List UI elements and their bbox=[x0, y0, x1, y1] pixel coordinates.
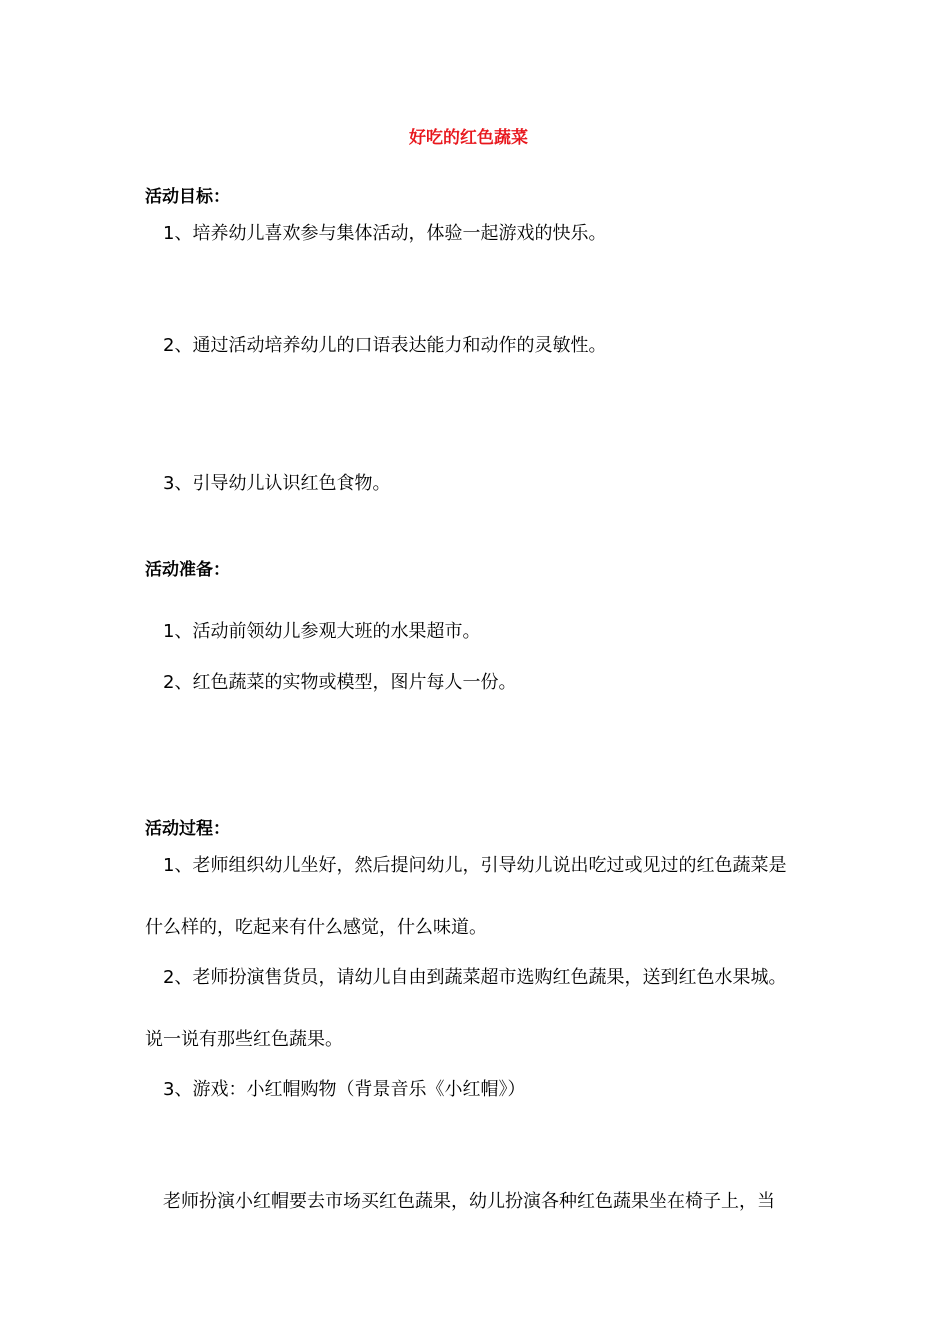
goal-item-2: 2、通过活动培养幼儿的口语表达能力和动作的灵敏性。 bbox=[163, 335, 607, 356]
section-heading-goals: 活动目标： bbox=[145, 187, 230, 207]
preparation-item-1: 1、活动前领幼儿参观大班的水果超市。 bbox=[163, 621, 481, 642]
section-heading-preparation: 活动准备： bbox=[145, 560, 230, 580]
process-line-2: 什么样的，吃起来有什么感觉，什么味道。 bbox=[145, 917, 487, 938]
process-line-1: 1、老师组织幼儿坐好，然后提问幼儿，引导幼儿说出吃过或见过的红色蔬菜是 bbox=[163, 855, 787, 876]
process-line-6: 老师扮演小红帽要去市场买红色蔬果，幼儿扮演各种红色蔬果坐在椅子上，当 bbox=[163, 1191, 775, 1212]
goal-item-3: 3、引导幼儿认识红色食物。 bbox=[163, 473, 391, 494]
preparation-item-2: 2、红色蔬菜的实物或模型，图片每人一份。 bbox=[163, 672, 517, 693]
process-line-4: 说一说有那些红色蔬果。 bbox=[145, 1029, 343, 1050]
goal-item-1: 1、培养幼儿喜欢参与集体活动，体验一起游戏的快乐。 bbox=[163, 223, 607, 244]
section-heading-process: 活动过程： bbox=[145, 819, 230, 839]
document-title: 好吃的红色蔬菜 bbox=[409, 128, 528, 148]
process-line-3: 2、老师扮演售货员，请幼儿自由到蔬菜超市选购红色蔬果，送到红色水果城。 bbox=[163, 967, 787, 988]
process-line-5: 3、游戏：小红帽购物（背景音乐《小红帽》） bbox=[163, 1079, 526, 1100]
